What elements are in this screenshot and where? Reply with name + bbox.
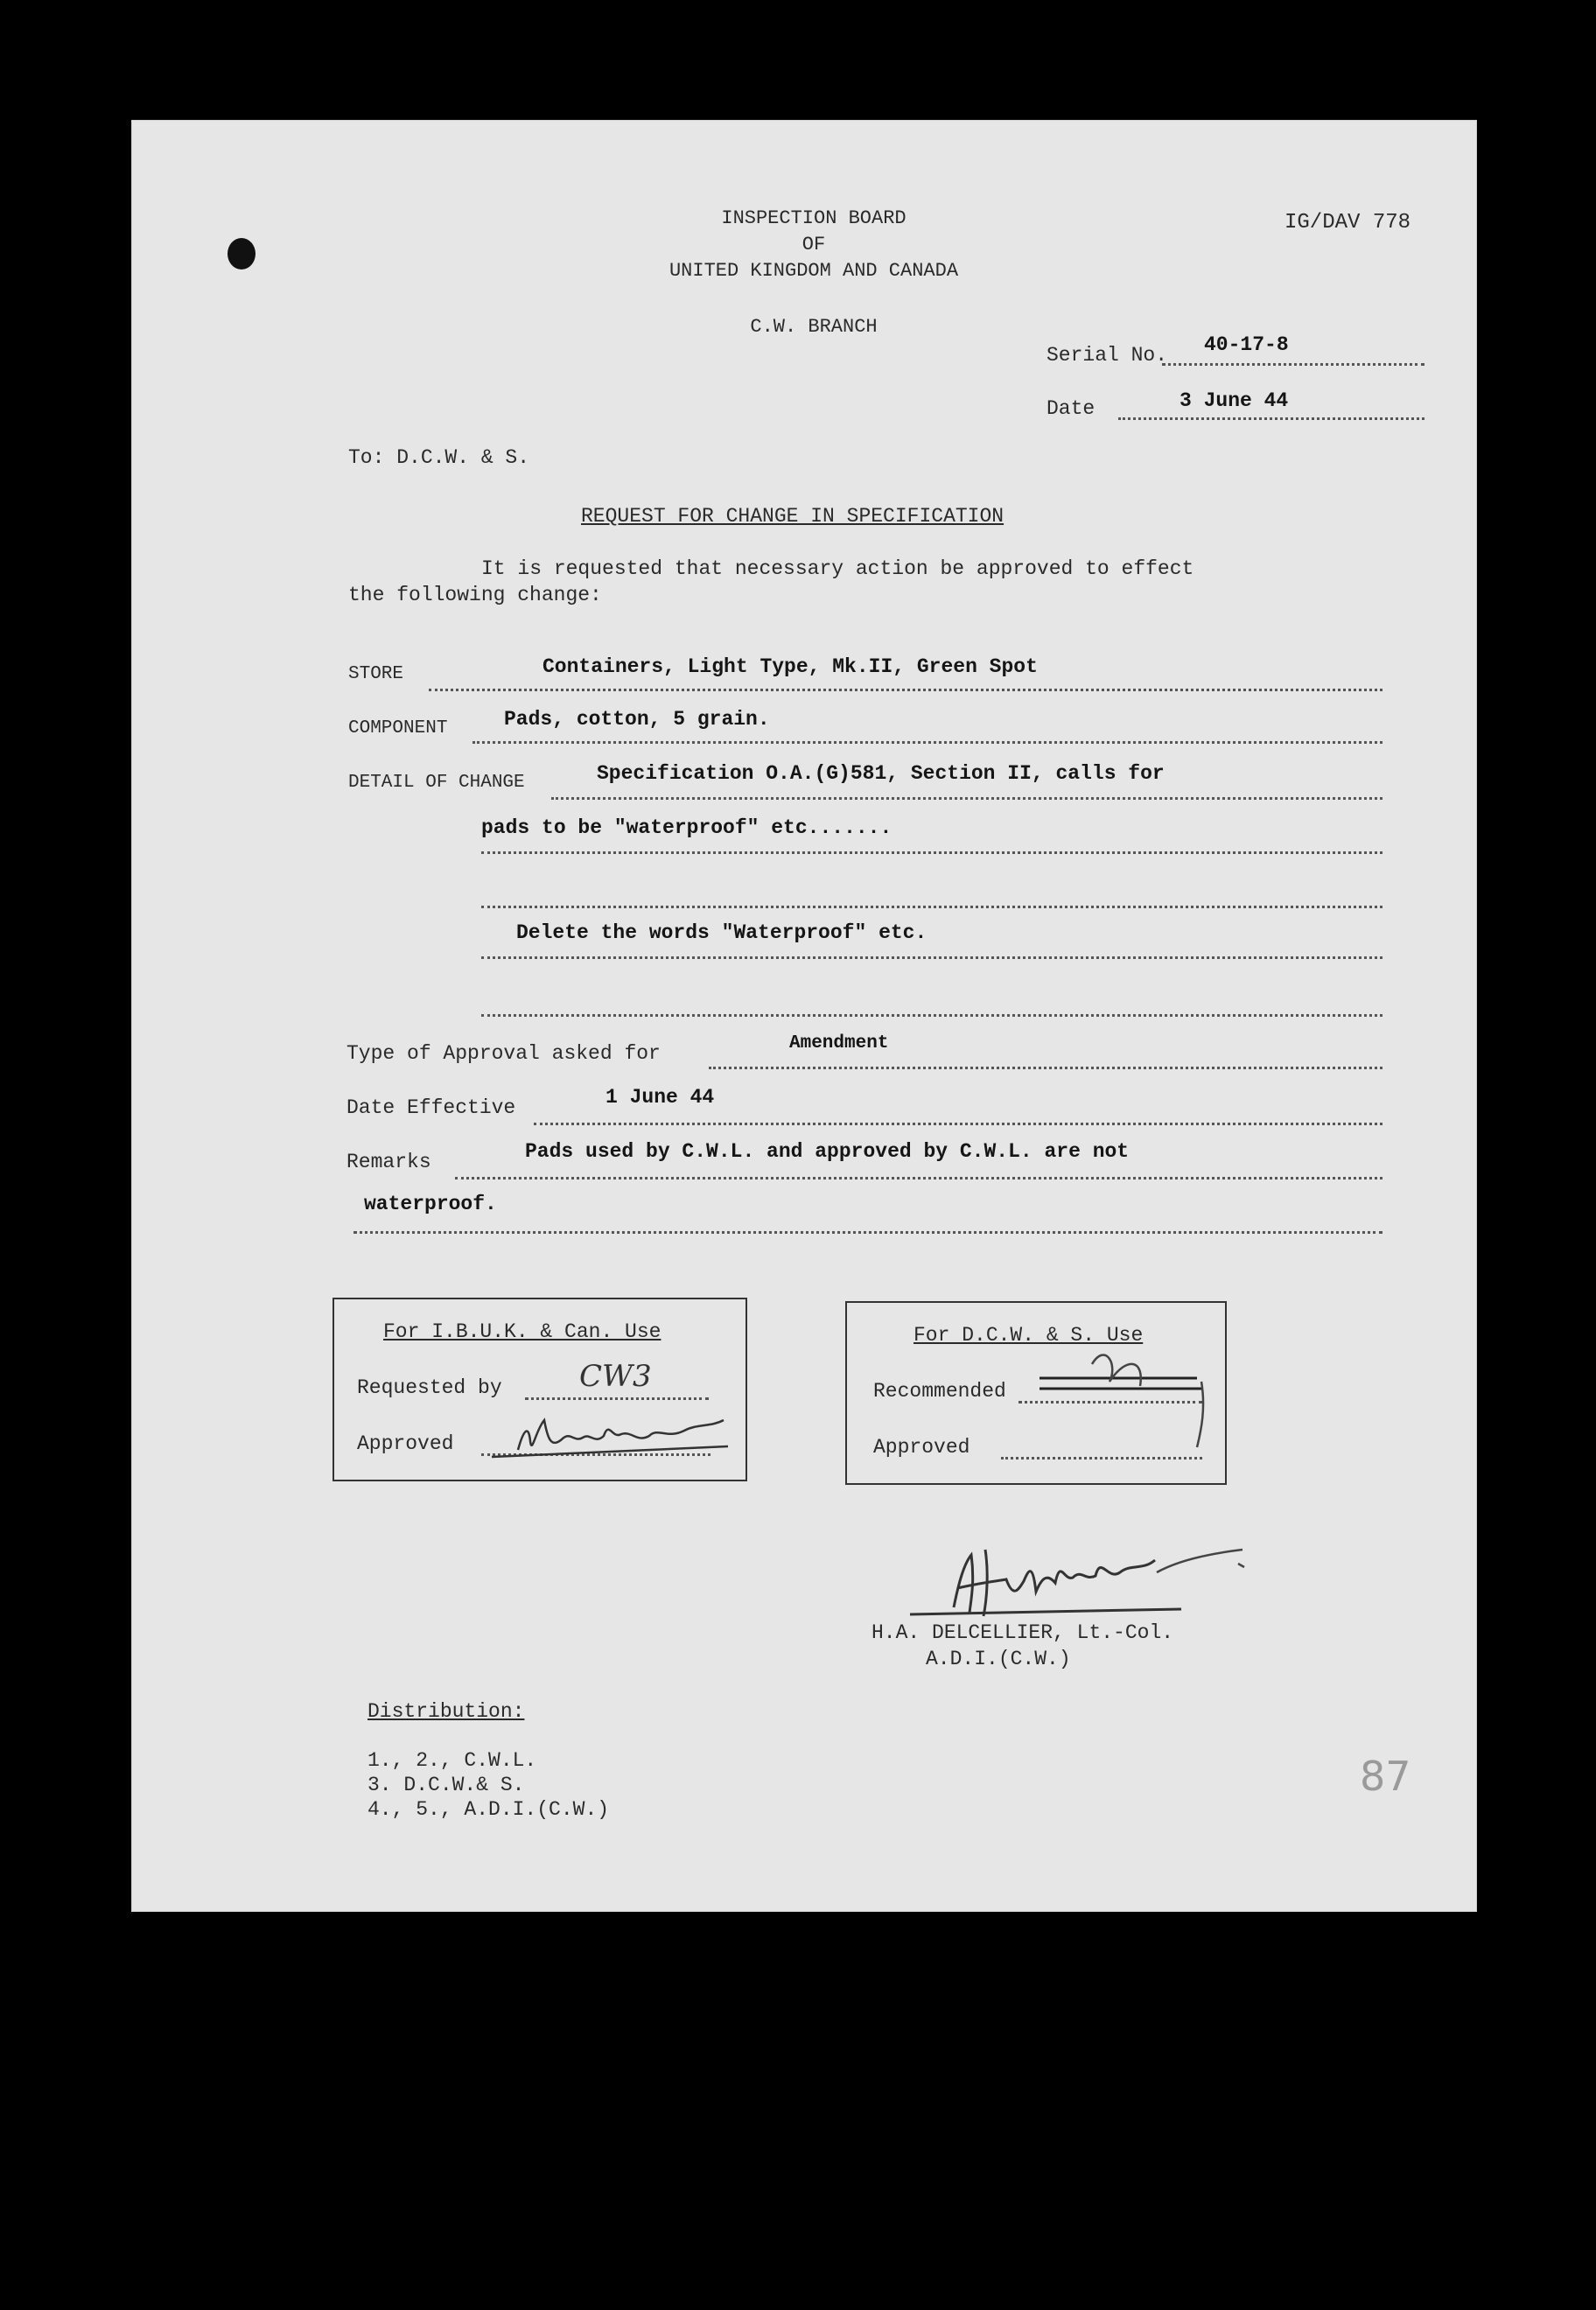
form-title: REQUEST FOR CHANGE IN SPECIFICATION <box>581 505 1004 528</box>
store-label: STORE <box>348 664 404 684</box>
effective-date-value: 1 June 44 <box>606 1086 715 1109</box>
intro-line1: It is requested that necessary action be approved to effect <box>481 557 1194 580</box>
component-value: Pads, cotton, 5 grain. <box>504 708 770 731</box>
detail-value-line2: pads to be "waterproof" etc....... <box>481 816 892 839</box>
reference-number: IG/DAV 778 <box>1284 211 1411 234</box>
recommended-label: Recommended <box>873 1380 1006 1403</box>
date-value: 3 June 44 <box>1180 389 1289 412</box>
ibuk-use-box <box>332 1298 747 1481</box>
branch-name: C.W. BRANCH <box>750 316 878 338</box>
org-name-line1: INSPECTION BOARD <box>721 207 906 229</box>
date-label: Date <box>1046 397 1096 420</box>
effective-date-label: Date Effective <box>346 1096 516 1119</box>
recommended-scribble <box>1022 1338 1232 1452</box>
dcws-box-title: For D.C.W. & S. Use <box>914 1324 1144 1347</box>
approval-type-label: Type of Approval asked for <box>346 1042 661 1065</box>
detail-value-line3: Delete the words "Waterproof" etc. <box>516 921 928 944</box>
remarks-value-line2: waterproof. <box>364 1193 497 1215</box>
intro-line2: the following change: <box>348 584 602 606</box>
org-name-line3: UNITED KINGDOM AND CANADA <box>668 260 959 282</box>
component-label: COMPONENT <box>348 718 448 738</box>
serial-value: 40-17-8 <box>1204 333 1289 356</box>
punch-hole <box>228 238 256 270</box>
org-name-line2: OF <box>802 234 826 256</box>
to-line: To: D.C.W. & S. <box>348 446 530 469</box>
approved-label-left: Approved <box>357 1432 454 1455</box>
serial-label: Serial No. <box>1046 344 1168 367</box>
distribution-title: Distribution: <box>368 1700 525 1723</box>
document-page <box>131 120 1477 1912</box>
approved-label-right: Approved <box>873 1436 970 1459</box>
ibuk-box-title: For I.B.U.K. & Can. Use <box>383 1320 662 1343</box>
signatory-name: H.A. DELCELLIER, Lt.-Col. <box>872 1621 1174 1644</box>
page-number-mark: 87 <box>1360 1753 1411 1800</box>
requested-by-label: Requested by <box>357 1376 502 1399</box>
store-value: Containers, Light Type, Mk.II, Green Spot <box>542 655 1038 678</box>
remarks-label: Remarks <box>346 1151 431 1173</box>
approval-type-value: Amendment <box>789 1033 889 1054</box>
detail-value-line1: Specification O.A.(G)581, Section II, calls for <box>597 762 1165 785</box>
signatory-title: A.D.I.(C.W.) <box>926 1648 1071 1670</box>
detail-label: DETAIL OF CHANGE <box>348 773 525 793</box>
remarks-value-line1: Pads used by C.W.L. and approved by C.W.L. are not <box>525 1140 1130 1163</box>
approval-signature <box>483 1404 746 1466</box>
distribution-line-1: 1., 2., C.W.L. <box>368 1749 537 1772</box>
distribution-line-2: 3. D.C.W.& S. <box>368 1774 525 1796</box>
dcws-use-box <box>845 1301 1227 1485</box>
main-signature <box>901 1537 1269 1634</box>
distribution-line-3: 4., 5., A.D.I.(C.W.) <box>368 1798 610 1821</box>
requested-by-value: CW3 <box>579 1359 652 1394</box>
